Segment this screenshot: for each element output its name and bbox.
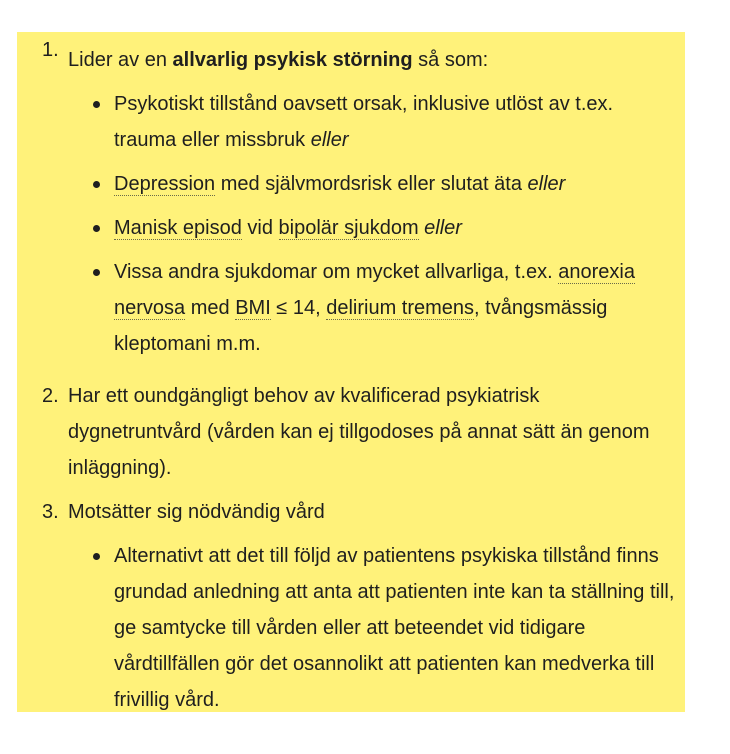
bullet-item-mania — [68, 210, 675, 246]
criterion-text-suffix: så som: — [412, 49, 489, 71]
bullet-text: Vissa andra sjukdomar om mycket allvarliga, t.ex. — [114, 261, 559, 283]
criterion-item-1 — [17, 32, 685, 362]
bullet-text: , tvångsmässig kleptomani m.m. — [114, 297, 608, 355]
bullet-item-other-diseases — [68, 254, 675, 362]
link-delirium-tremens[interactable]: delirium tremens — [326, 297, 475, 319]
criterion-item-3 — [17, 494, 685, 718]
link-depression[interactable]: Depression — [114, 173, 216, 195]
criterion-sublist — [68, 538, 675, 718]
criterion-text: Motsätter sig nödvändig vård — [68, 501, 325, 523]
bullet-text: med — [185, 297, 236, 319]
criterion-number: 2. — [42, 385, 59, 407]
criterion-text — [68, 42, 675, 78]
bullet-item-psychotic — [68, 86, 675, 158]
bullet-text: Psykotiskt tillstånd oavsett orsak, inklusive utlöst av t.ex. trauma eller missbruk — [114, 93, 614, 151]
bullet-italic-eller: eller — [310, 129, 349, 151]
criterion-item-2 — [17, 378, 685, 486]
criterion-number: 3. — [42, 501, 59, 523]
criterion-number: 1. — [42, 39, 59, 61]
bullet-text: Alternativt att det till följd av patientens psykiska tillstånd finns grundad anledning att anta att patienten inte kan ta ställning till, ge samtycke till vården eller att beteendet vid tidigare vårdtillfällen gör det osannolikt att patienten kan medverka till frivillig vård. — [114, 545, 675, 711]
link-manisk-episod[interactable]: Manisk episod — [114, 217, 242, 239]
criterion-text: Har ett oundgängligt behov av kvalificerad psykiatrisk dygnetruntvård (vården kan ej tillgodoses på annat sätt än genom inläggning). — [68, 385, 650, 479]
link-anorexia-nervosa[interactable]: anorexia nervosa — [114, 261, 635, 319]
criterion-text-prefix: Lider av en — [68, 49, 173, 71]
bullet-item-depression — [68, 166, 675, 202]
bullet-text: vid — [241, 217, 279, 239]
criterion-sublist — [68, 86, 675, 362]
link-bmi[interactable]: BMI — [235, 297, 271, 319]
bullet-text: ≤ 14, — [270, 297, 327, 319]
criteria-list — [17, 32, 685, 718]
bullet-text: med självmordsrisk eller slutat äta — [215, 173, 528, 195]
bullet-italic-eller: eller — [527, 173, 566, 195]
bullet-item-alternative — [68, 538, 675, 718]
bullet-italic-eller: eller — [418, 217, 462, 239]
link-bipolar-sjukdom[interactable]: bipolär sjukdom — [278, 217, 419, 239]
criterion-bold-term: allvarlig psykisk störning — [172, 49, 413, 71]
criteria-highlight-box — [17, 32, 685, 712]
